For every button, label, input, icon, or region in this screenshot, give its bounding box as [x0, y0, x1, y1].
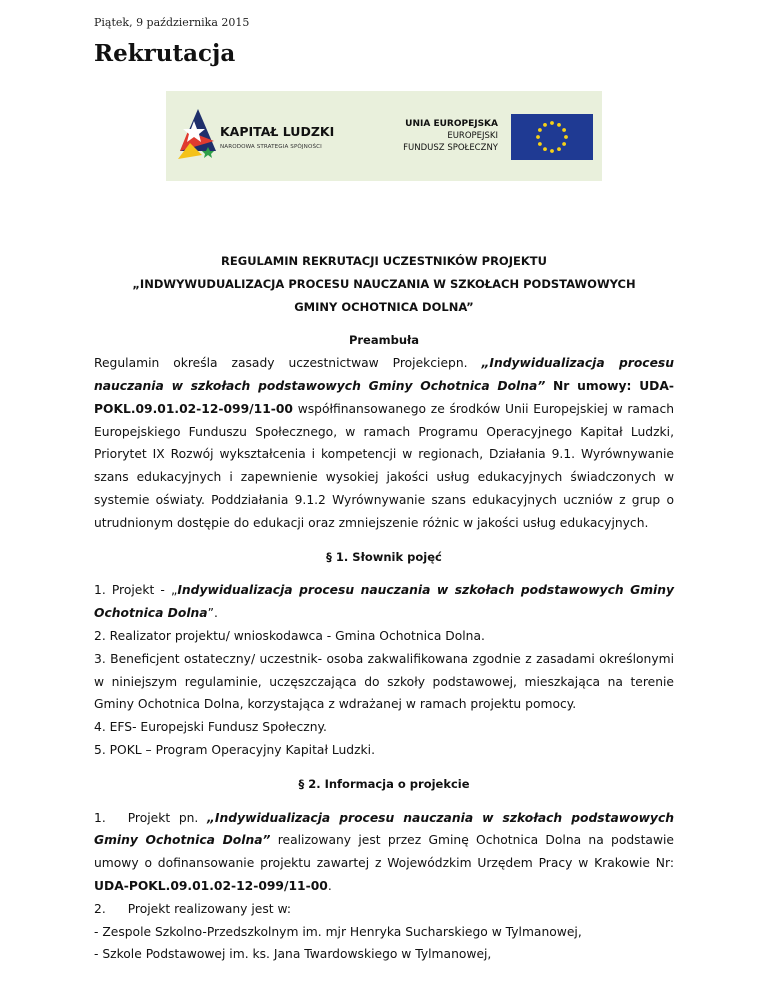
s2-item-1-end: .: [327, 878, 332, 893]
eu-flag-icon: [511, 114, 593, 160]
kapital-ludzki-name: KAPITAŁ LUDZKI: [220, 124, 335, 139]
s2-item-3: - Zespole Szkolno-Przedszkolnym im. mjr Henryka Sucharskiego w Tylmanowej,: [94, 924, 582, 939]
document-date: Piątek, 9 października 2015: [94, 16, 250, 29]
funding-banner: [166, 91, 602, 181]
s1-item-5: 5. POKL – Program Operacyjny Kapitał Ludzki.: [94, 742, 375, 757]
s1-project-name: Indywidualizacja procesu nauczania w szkołach podstawowych Gminy Ochotnica Dolna: [94, 583, 675, 621]
section-1-title: § 1. Słownik pojęć: [326, 549, 442, 564]
preambula-contract-number: Nr umowy: UDA-POKL.09.01.02-12-099/11-00: [94, 378, 675, 416]
preambula-paragraph: [94, 352, 674, 534]
regulation-document: [94, 250, 674, 966]
s2-item-1-text: realizowany jest przez Gminę Ochotnica Dolna na podstawie umowy o dofinansowanie projektu zawartej z Wojewódzkim Urzędem Pracy w Krakowie Nr:: [94, 833, 674, 871]
s1-item-1-lead: 1. Projekt - „: [94, 583, 178, 598]
s1-item-2: 2. Realizator projektu/ wnioskodawca - Gmina Ochotnica Dolna.: [94, 628, 485, 643]
s2-project-name: „Indywidualizacja procesu nauczania w szkołach podstawowych Gminy Ochotnica Dolna”: [94, 810, 674, 848]
s1-item-1-tail: ”.: [207, 606, 218, 621]
doc-heading-line-3: GMINY OCHOTNICA DOLNA”: [294, 299, 474, 314]
s2-item-1: [94, 807, 674, 898]
preambula-title: Preambuła: [348, 333, 420, 348]
s1-item-1: [94, 579, 674, 625]
section-2-title: § 2. Informacja o projekcie: [298, 776, 470, 791]
preambula-text-2: współfinansowanego ze środków Unii Europejskiej w ramach Europejskiego Funduszu Społecznego, w ramach Programu Operacyjnego Kapitał Ludzki, Priorytet IX Rozwój wykształcenia i kompetencji w regionach, Działania 9.1. Wyrównywanie szans edukacyjnych i zapewnienie wysokiej jakości usług edukacyjnych świadczonych w systemie oświaty. Poddziałania 9.1.2 Wyrównywanie szans edukacyjnych uczniów z grup o utrudnionym dostępie do edukacji oraz zmniejszenie różnic w jakości usług edukacyjnych.: [94, 401, 674, 530]
kapital-ludzki-logo-icon: [174, 107, 220, 165]
s2-item-2: [94, 898, 674, 921]
preambula-text-1: Regulamin określa zasady uczestnictwaw Projekciepn.: [94, 356, 482, 371]
doc-heading-line-1: REGULAMIN REKRUTACJI UCZESTNIKÓW PROJEKTU: [221, 254, 547, 268]
s2-item-1-lead: Projekt pn.: [127, 810, 208, 825]
ue-line-1: UNIA EUROPEJSKA: [405, 119, 498, 129]
s1-item-3: 3. Beneficjent ostateczny/ uczestnik- osoba zakwalifikowana zgodnie z zasadami określonymi w niniejszym regulaminie, uczęszczająca do szkoły podstawowej, mieszkająca na terenie Gminy Ochotnica Dolna, korzystająca z wdrażanej w ramach projektu pomocy.: [94, 651, 674, 712]
ue-line-2: EUROPEJSKI: [447, 131, 498, 141]
preambula-project-name: „Indywidualizacja procesu nauczania w szkołach podstawowych Gminy Ochotnica Dolna”: [94, 356, 674, 393]
ue-line-3: FUNDUSZ SPOŁECZNY: [403, 143, 498, 153]
page-title: Rekrutacja: [94, 40, 236, 67]
s2-item-2-number: 2.: [94, 901, 106, 916]
s2-item-1-number: 1.: [94, 810, 106, 825]
ue-text-block: [403, 118, 498, 154]
s2-item-4: - Szkole Podstawowej im. ks. Jana Twardowskiego w Tylmanowej,: [94, 947, 492, 962]
s2-item-2-text: Projekt realizowany jest w:: [127, 901, 291, 916]
s1-item-4: 4. EFS- Europejski Fundusz Społeczny.: [94, 720, 327, 735]
kapital-ludzki-subtitle: NARODOWA STRATEGIA SPÓJNOŚCI: [220, 144, 322, 150]
s2-contract-number: UDA-POKL.09.01.02-12-099/11-00: [94, 878, 328, 893]
doc-heading-line-2: „INDWYWUDUALIZACJA PROCESU NAUCZANIA W SZKOŁACH PODSTAWOWYCH: [132, 276, 636, 291]
